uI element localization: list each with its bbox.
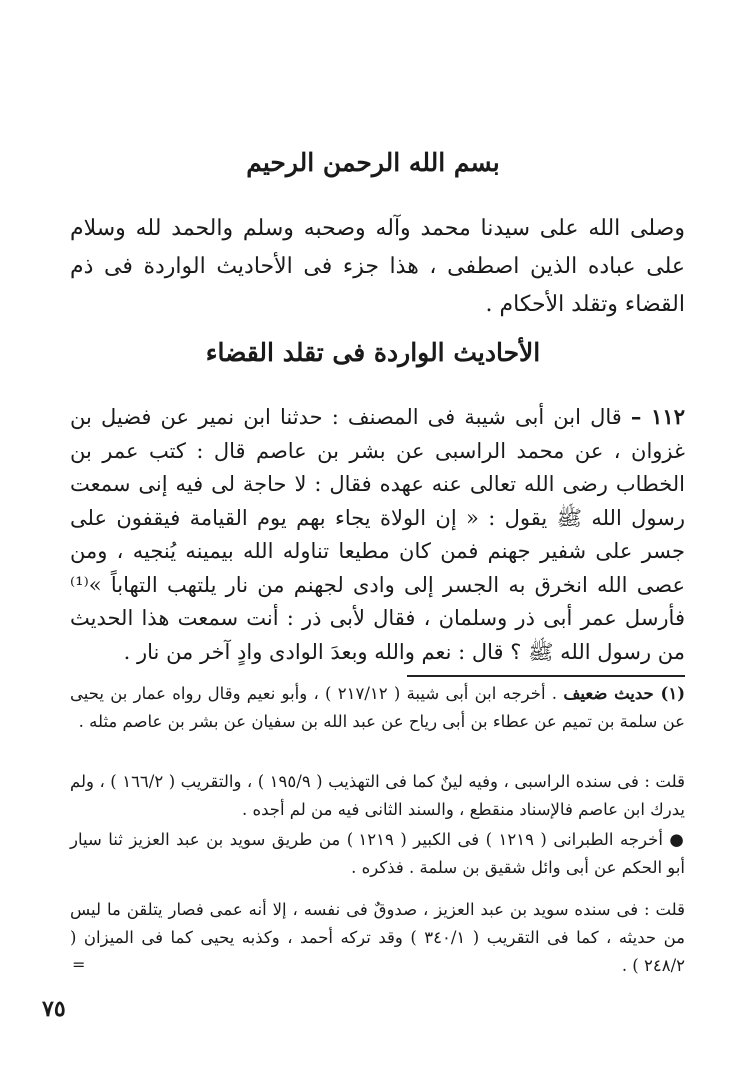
basmala-heading: بسم الله الرحمن الرحيم: [246, 148, 500, 177]
footnote-3: ● أخرجه الطبرانى ( ١٢١٩ ) فى الكبير ( ١٢١٩ ) من طريق سويد بن عبد العزيز ثنا سيار أبو الحكم عن أبى وائل شقيق بن سلمة . فذكره .: [70, 830, 685, 877]
footnote-2: قلت : فى سنده الراسبى ، وفيه لينٌ كما فى التهذيب ( ١٩٥/٩ ) ، والتقريب ( ١٦٦/٢ ) ، ولم يدرك ابن عاصم فالإسناد منقطع ، والسند الثانى فيه من لم أجده .: [70, 772, 685, 819]
intro-paragraph: وصلى الله على سيدنا محمد وآله وصحبه وسلم والحمد لله وسلام على عباده الذين اصطفى ، هذا جزء فى الأحاديث الواردة فى ذم القضاء وتقلد الأحكام .: [70, 216, 685, 317]
footnote-1: [70, 680, 685, 736]
section-heading: الأحاديث الواردة فى تقلد القضاء: [205, 338, 541, 367]
continuation-mark: =: [72, 955, 86, 974]
page-number: ٧٥: [42, 996, 66, 1022]
hadith-number: ١١٢ –: [630, 404, 685, 429]
hadith-text: قال ابن أبى شيبة فى المصنف : حدثنا ابن نمير عن فضيل بن غزوان ، عن محمد الراسبى عن بشر بن عاصم قال : كتب عمر بن الخطاب رضى الله تعالى عنه عهده فقال : لا حاجة لى فيه إنى سمعت رسول الله ﷺ يقول : « إن الولاة يجاء بهم يوم القيامة فيقفون على جسر على شفير جهنم فمن كان مطيعا تناوله الله بيمينه يُنجيه ، ومن عصى الله انخرق به الجسر إلى وادى لجهنم من نار يلتهب التهاباً »⁽¹⁾ فأرسل عمر أبى ذر وسلمان ، فقال لأبى ذر : أنت سمعت هذا الحديث من رسول الله ﷺ ؟ قال : نعم والله وبعدَ الوادى وادٍ آخر من نار .: [70, 405, 685, 664]
footnote-4: قلت : فى سنده سويد بن عبد العزيز ، صدوقٌ فى نفسه ، إلا أنه عمى فصار يتلقن ما ليس من حديثه ، كما فى التقريب ( ٣٤٠/١ ) وقد تركه أحمد ، وكذبه يحيى كما فى الميزان ( ٢٤٨/٢ ) .: [70, 900, 685, 975]
hadith-paragraph: [70, 400, 685, 669]
footnote-1-label: (١) حديث ضعيف: [563, 684, 685, 703]
footnote-divider: [407, 675, 685, 677]
footnote-1-text: . أخرجه ابن أبى شيبة ( ٢١٧/١٢ ) ، وأبو نعيم وقال رواه عمار بن يحيى عن سلمة بن تميم عن عطاء بن أبى رياح عن عبد الله بن سفيان عن بشر بن عاصم مثله .: [70, 684, 685, 731]
